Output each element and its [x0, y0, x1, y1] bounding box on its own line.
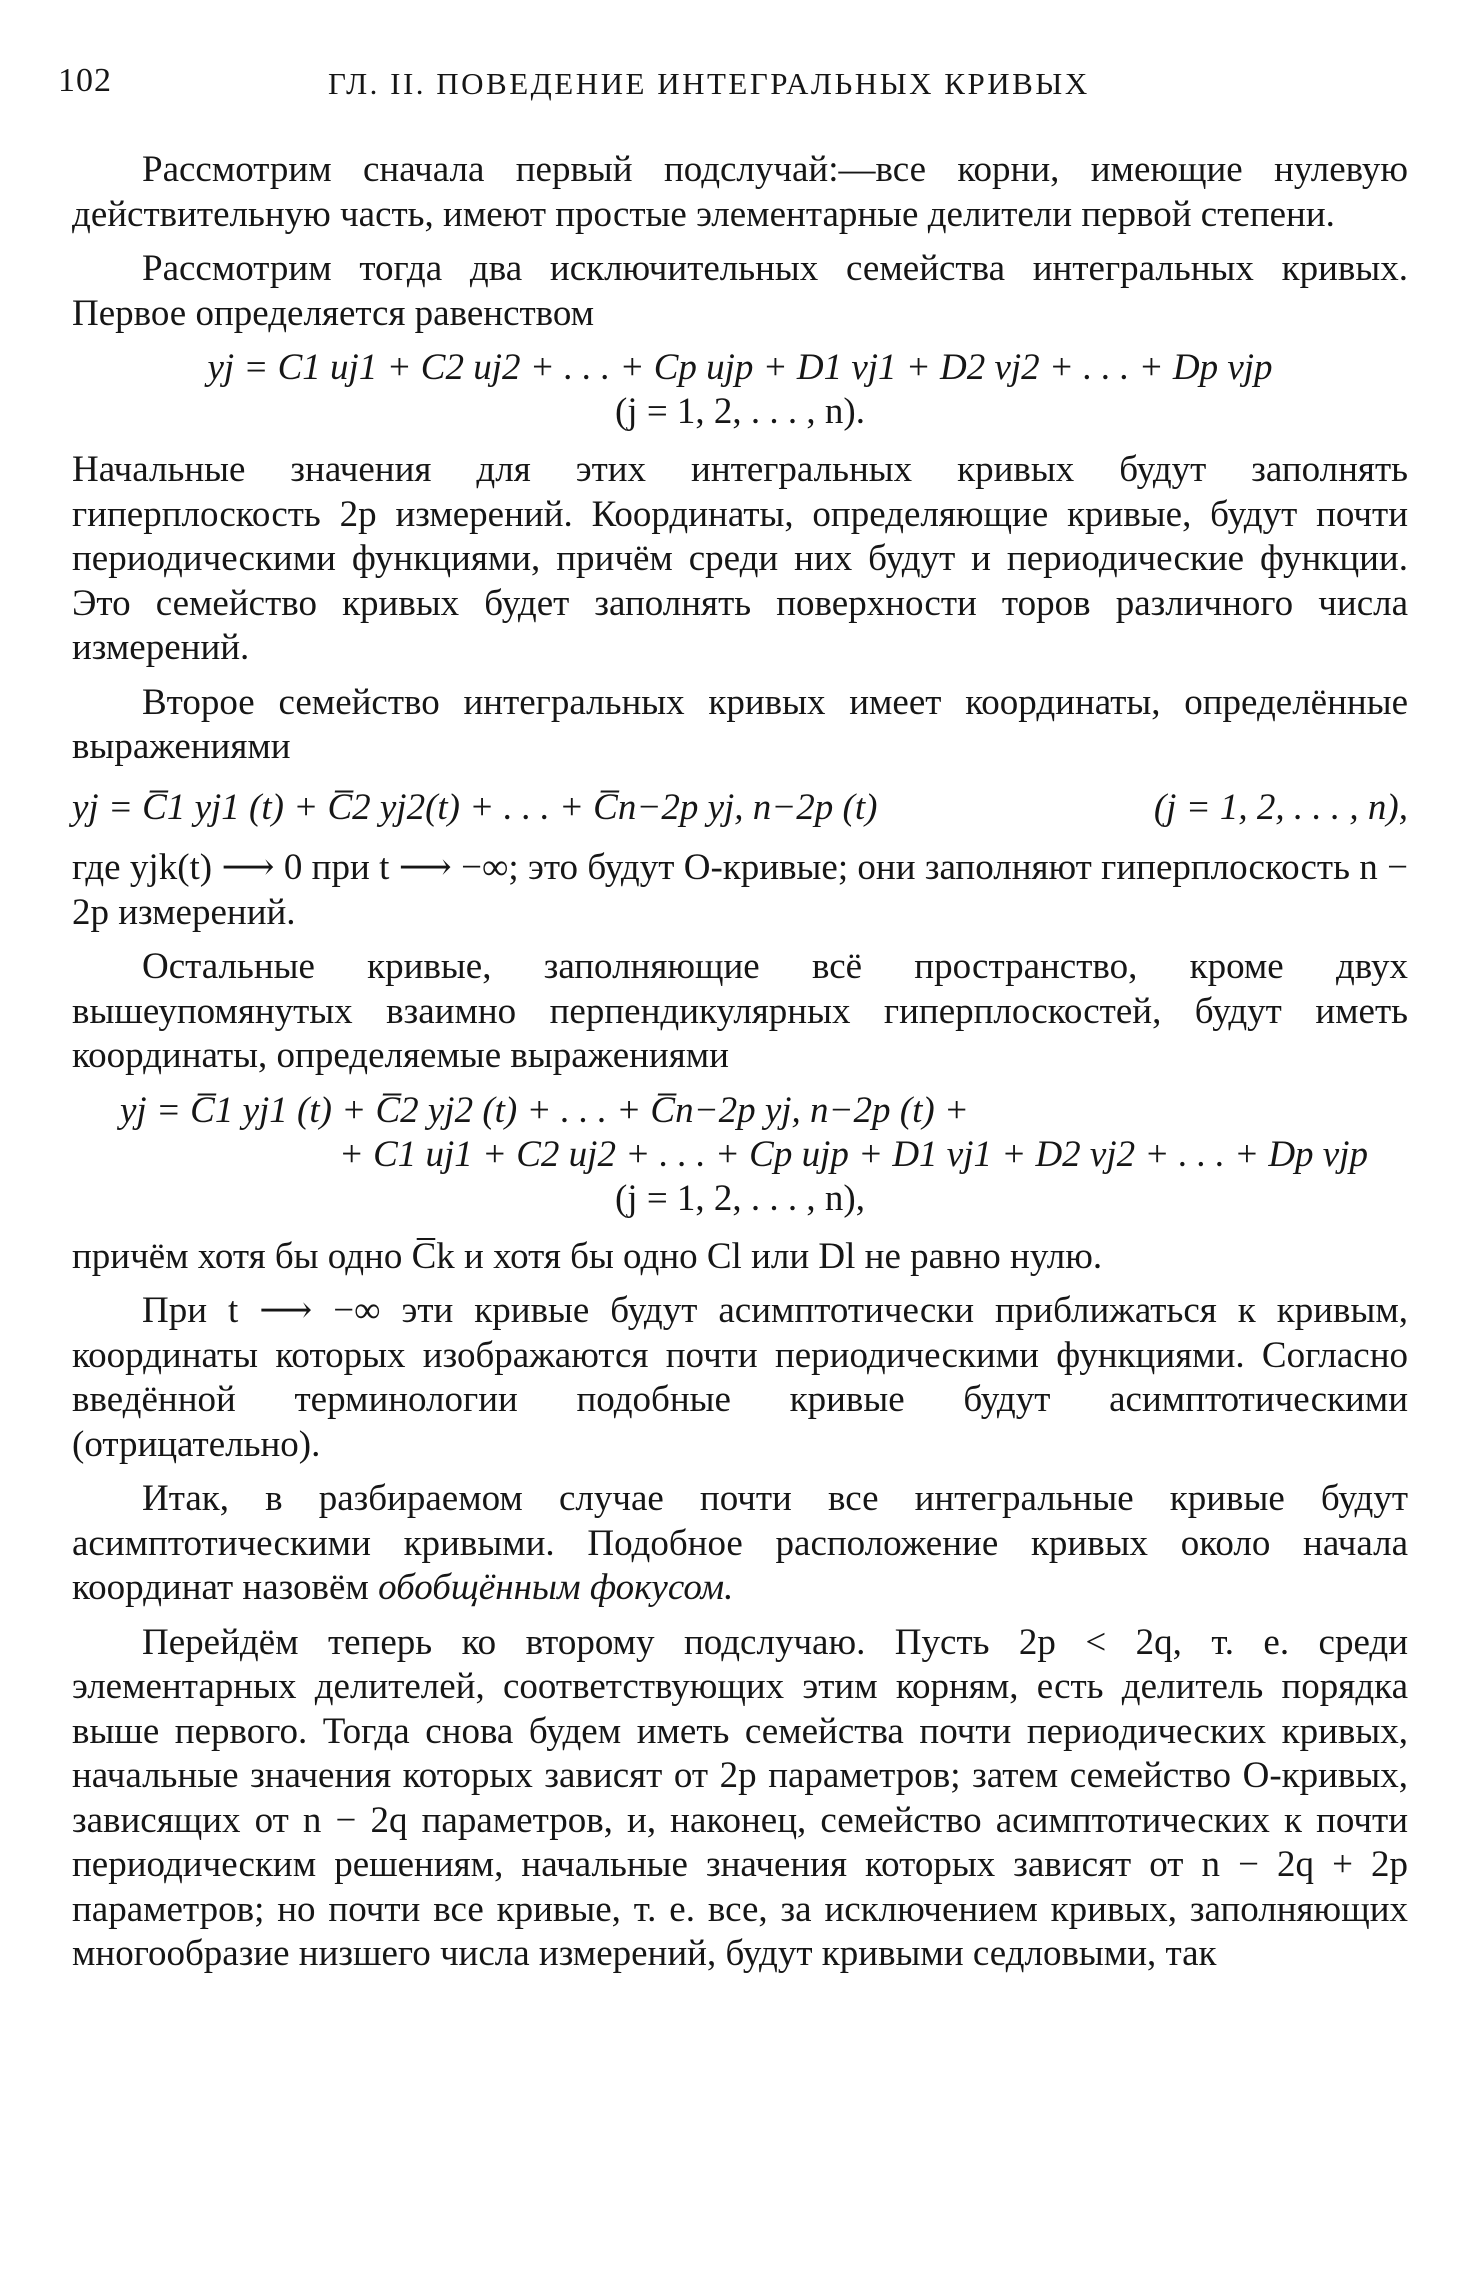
paragraph-2: Рассмотрим тогда два исключительных семейства интегральных кривых. Первое определяется равенством — [72, 248, 1408, 334]
paragraph-5: где yjk(t) ⟶ 0 при t ⟶ −∞; это будут O-кривые; они заполняют гиперплоскость n − 2p измерений. — [72, 847, 1408, 933]
paragraph-9-emphasis: обобщённым фокусом. — [378, 1567, 734, 1608]
formula-3-line-3: (j = 1, 2, . . . , n), — [614, 1177, 866, 1219]
paragraph-3: Начальные значения для этих интегральных кривых будут заполнять гиперплоскость 2p измерений. Координаты, определяющие кривые, будут почти периодическими функциями, причём среди них будут и периодические функции. Это семейство кривых будет заполнять поверхности торов различного числа измерений. — [72, 449, 1408, 668]
page-header — [58, 62, 1407, 112]
formula-3-line-1: yj = C̅1 yj1 (t) + C̅2 yj2 (t) + . . . + C̅n−2p yj, n−2p (t) + — [120, 1089, 969, 1131]
paragraph-6: Остальные кривые, заполняющие всё пространство, кроме двух вышеупомянутых взаимно перпендикулярных гиперплоскостей, будут иметь координаты, определяемые выражениями — [72, 946, 1408, 1076]
formula-2-index-range: (j = 1, 2, . . . , n), — [1153, 786, 1408, 828]
formula-1-line-2: (j = 1, 2, . . . , n). — [614, 391, 866, 432]
formula-1 — [72, 346, 1408, 434]
paragraph-9 — [72, 1477, 1408, 1611]
running-title: ГЛ. II. ПОВЕДЕНИЕ ИНТЕГРАЛЬНЫХ КРИВЫХ — [328, 66, 1090, 101]
page-body — [72, 148, 1408, 1987]
paragraph-4: Второе семейство интегральных кривых имеет координаты, определённые выражениями — [72, 681, 1408, 767]
formula-2 — [72, 786, 1408, 831]
paragraph-9-text: Итак, в разбираемом случае почти все интегральные кривые будут асимптотическими кривыми. Подобное расположение кривых около начала координат назовём — [72, 1478, 1408, 1608]
paragraph-8: При t ⟶ −∞ эти кривые будут асимптотически приближаться к кривым, координаты которых изображаются почти периодическими функциями. Согласно введённой терминологии подобные кривые будут асимптотическими (отрицательно). — [72, 1290, 1408, 1465]
page-number: 102 — [58, 62, 112, 99]
formula-1-line-1: yj = C1 uj1 + C2 uj2 + . . . + Cp ujp + D1 vj1 + D2 vj2 + . . . + Dp vjp — [207, 347, 1273, 388]
formula-3-line-2: + C1 uj1 + C2 uj2 + . . . + Cp ujp + D1 vj1 + D2 vj2 + . . . + Dp vjp — [338, 1133, 1368, 1175]
paragraph-1: Рассмотрим сначала первый подслучай:—все корни, имеющие нулевую действительную часть, имеют простые элементарные делители первой степени. — [72, 149, 1408, 235]
paragraph-10: Перейдём теперь ко второму подслучаю. Пусть 2p < 2q, т. е. среди элементарных делителей, соответствующих этим корням, есть делитель порядка выше первого. Тогда снова будем иметь семейства почти периодических кривых, начальные значения которых зависят от 2p параметров; затем семейство O-кривых, зависящих от n − 2q параметров, и, наконец, семейство асимптотических к почти периодическим решениям, начальные значения которых зависят от n − 2q + 2p параметров; но почти все кривые, т. е. все, за исключением кривых, заполняющих многообразие низшего числа измерений, будут кривыми седловыми, так — [72, 1621, 1408, 1974]
formula-3 — [72, 1089, 1408, 1221]
formula-2-expression: yj = C̅1 yj1 (t) + C̅2 yj2(t) + . . . + C̅n−2p yj, n−2p (t) — [72, 786, 878, 828]
paragraph-7: причём хотя бы одно C̅k и хотя бы одно Cl или Dl не равно нулю. — [72, 1235, 1103, 1277]
